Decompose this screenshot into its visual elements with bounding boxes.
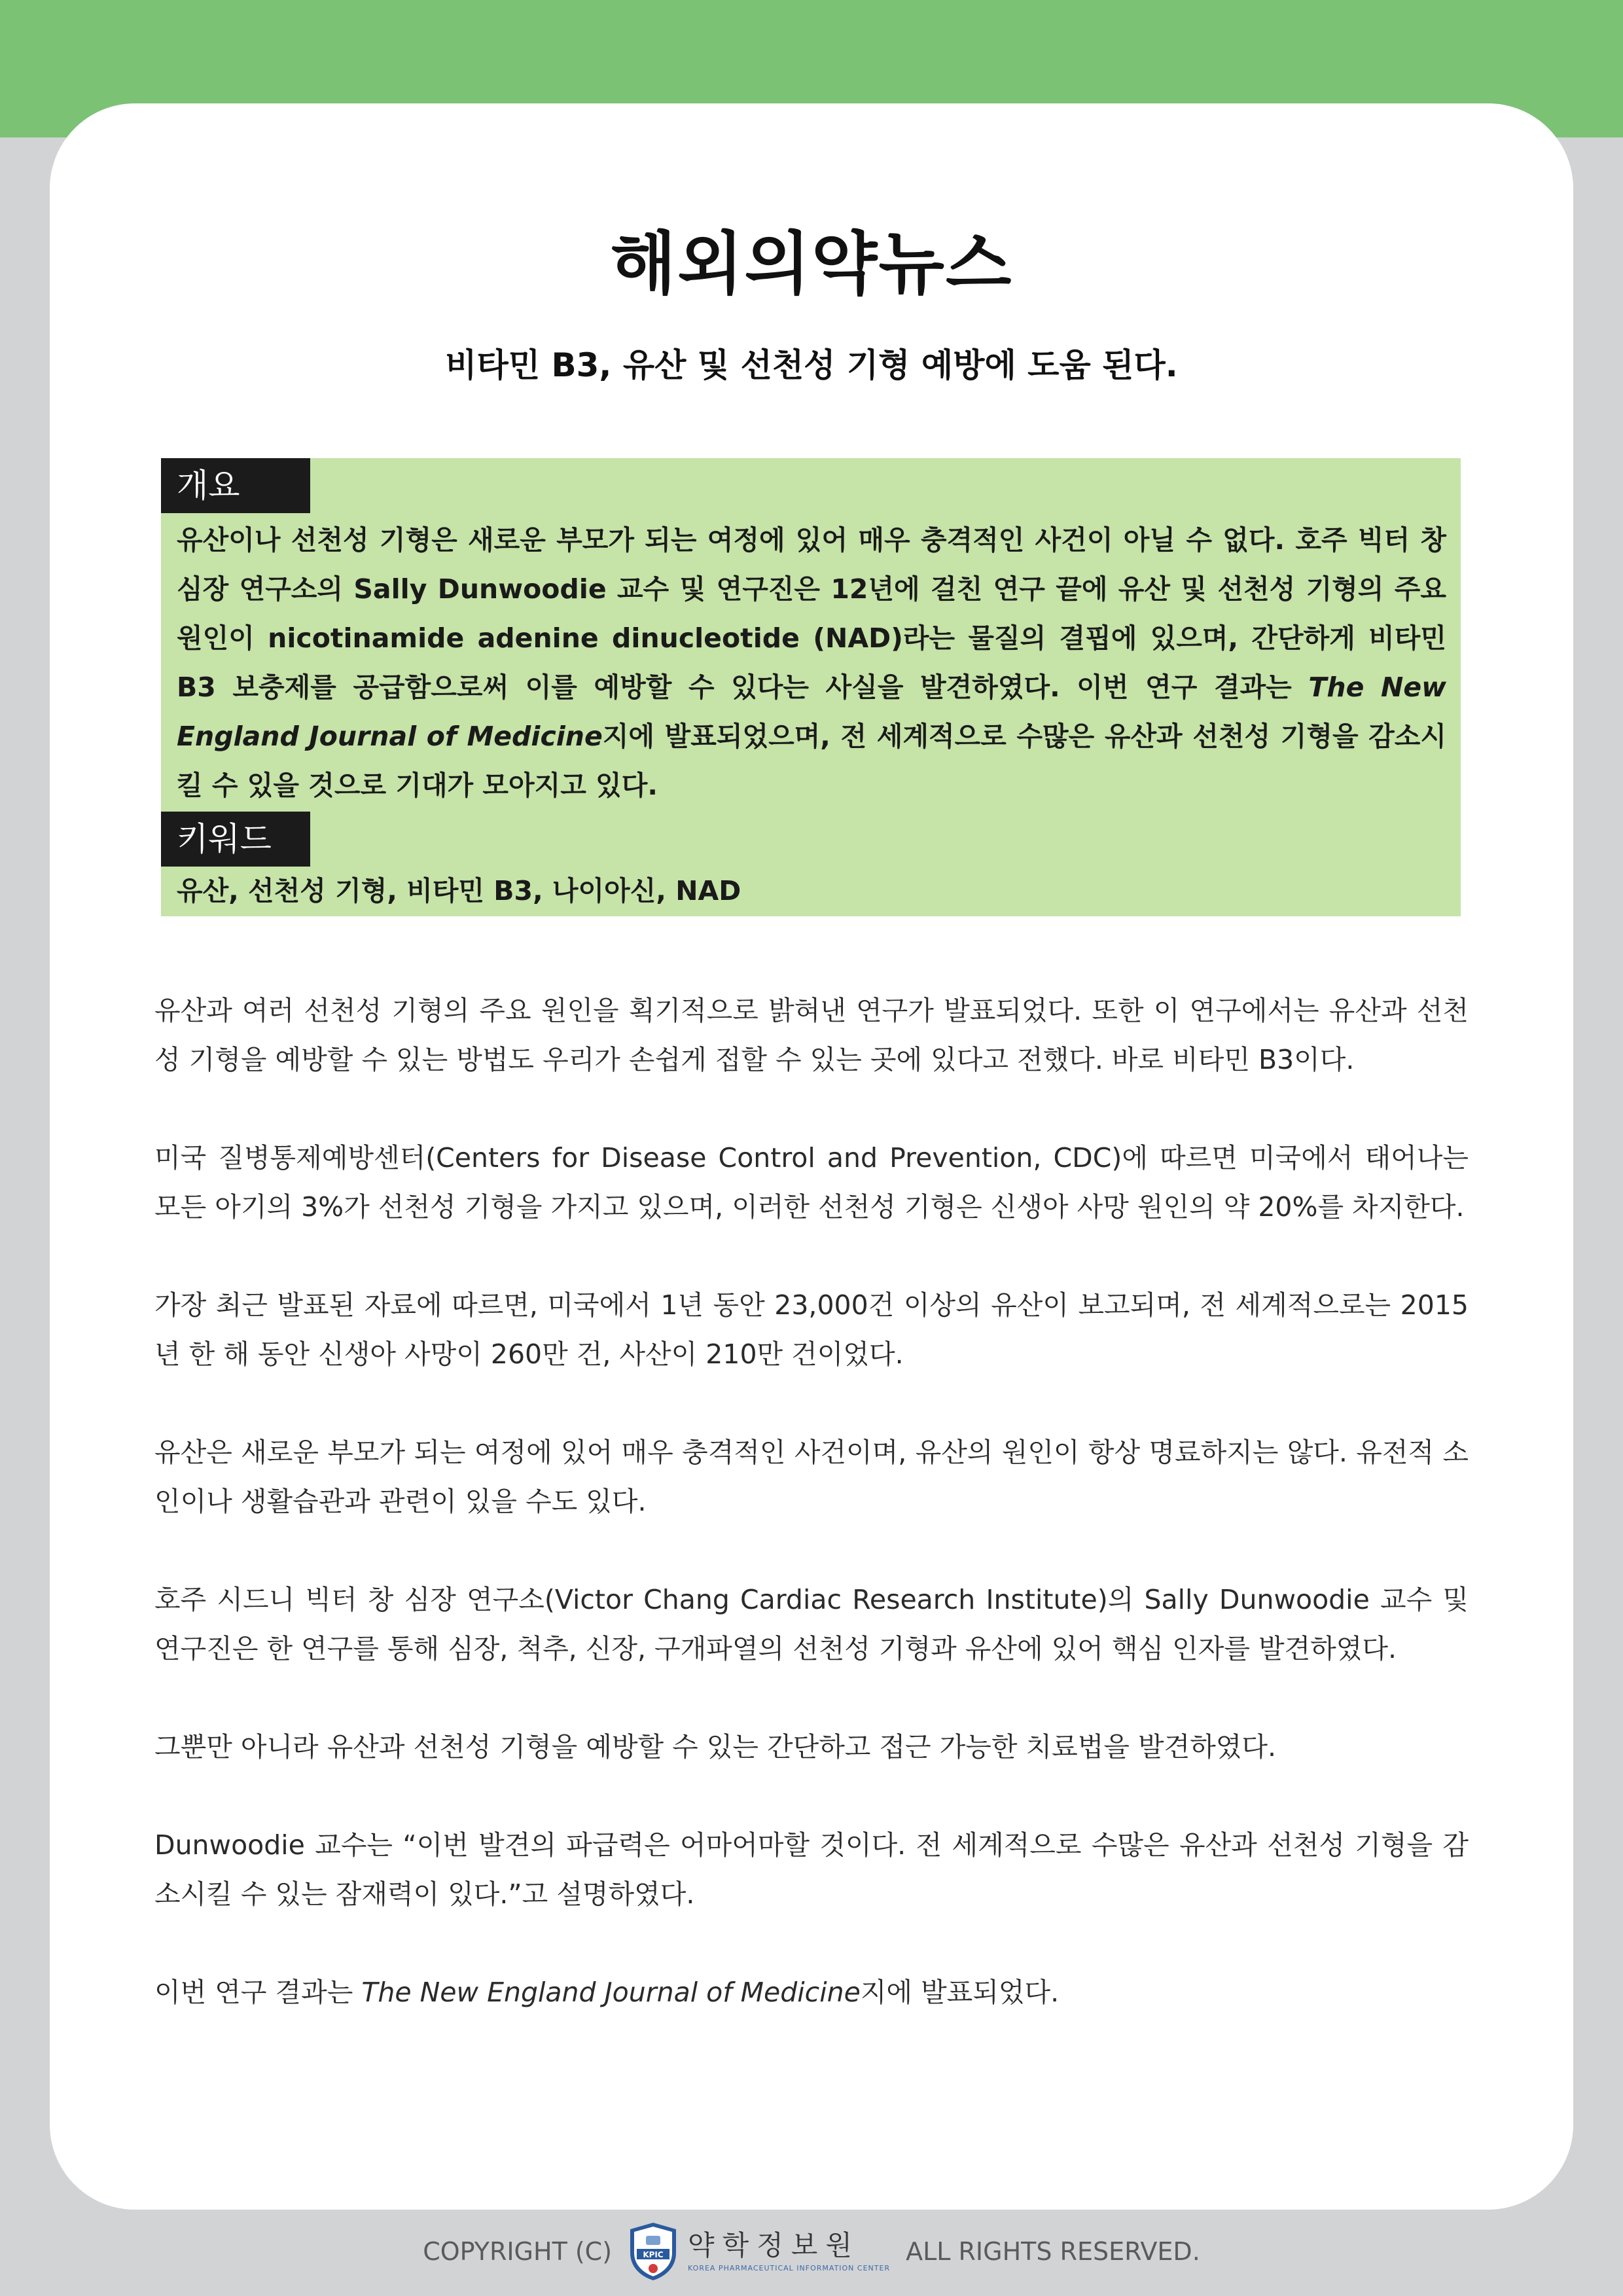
kpic-logo-text: KPIC: [643, 2250, 664, 2259]
body-paragraph-8-after: 지에 발표되었다.: [860, 1977, 1060, 2008]
body-paragraph-5: 호주 시드니 빅터 창 심장 연구소(Victor Chang Cardiac Research Institute)의 Sally Dunwoodie 교수 및 연구진은 한 연구를 통해 심장, 척추, 신장, 구개파열의 선천성 기형과 유산에 있어 핵심 인자를 발견하였다.: [154, 1584, 1469, 1664]
org-name-english: KOREA PHARMACEUTICAL INFORMATION CENTER: [688, 2263, 891, 2272]
page-title: 해외의약뉴스: [610, 224, 1013, 304]
overview-journal: The New England Journal of Medicine: [177, 672, 1447, 752]
body-paragraph-2: 미국 질병통제예방센터(Centers for Disease Control and Prevention, CDC)에 따르면 미국에서 태어나는 모든 아기의 3%가 선천성 기형을 가지고 있으며, 이러한 선천성 기형은 신생아 사망 원인의 약 20%를 차지한다.: [154, 1142, 1469, 1223]
overview-label: 개요: [161, 458, 310, 513]
body-paragraph-4: 유산은 새로운 부모가 되는 여정에 있어 매우 충격적인 사건이며, 유산의 원인이 항상 명료하지는 않다. 유전적 소인이나 생활습관과 관련이 있을 수도 있다.: [154, 1437, 1469, 1517]
body-paragraph-8: [154, 1968, 1469, 2017]
body-paragraph-3: 가장 최근 발표된 자료에 따르면, 미국에서 1년 동안 23,000건 이상의 유산이 보고되며, 전 세계적으로는 2015년 한 해 동안 신생아 사망이 260만 건, 사산이 210만 건이었다.: [154, 1289, 1469, 1370]
org-name-korean: 약학정보원: [688, 2229, 860, 2261]
summary-box: [161, 458, 1461, 916]
kpic-shield-icon: [628, 2221, 679, 2282]
body-paragraph-6: 그뿐만 아니라 유산과 선천성 기형을 예방할 수 있는 간단하고 접근 가능한 치료법을 발견하였다.: [154, 1731, 1277, 1763]
kpic-logo: [628, 2221, 890, 2282]
article-subtitle: 비타민 B3, 유산 및 선천성 기형 예방에 도움 된다.: [445, 346, 1178, 384]
keywords-text: 유산, 선천성 기형, 비타민 B3, 나이아신, NAD: [177, 875, 741, 906]
body-paragraph-8-before: 이번 연구 결과는: [154, 1977, 362, 2008]
overview-text-after: 지에 발표되었으며, 전 세계적으로 수많은 유산과 선천성 기형을 감소시킬 수 있을 것으로 기대가 모아지고 있다.: [177, 721, 1447, 801]
copyright-text: COPYRIGHT (C): [423, 2237, 613, 2266]
body-paragraph-7: Dunwoodie 교수는 “이번 발견의 파급력은 어마어마할 것이다. 전 세계적으로 수많은 유산과 선천성 기형을 감소시킬 수 있는 잠재력이 있다.”고 설명하였다.: [154, 1829, 1469, 1910]
overview-text-before: 유산이나 선천성 기형은 새로운 부모가 되는 여정에 있어 매우 충격적인 사건이 아닐 수 없다. 호주 빅터 창 심장 연구소의 Sally Dunwoodie 교수 및 연구진은 12년에 걸친 연구 끝에 유산 및 선천성 기형의 주요 원인이 nicotinamide adenine dinucleotide (NAD)라는 물질의 결핍에 있으며, 간단하게 비타민 B3 보충제를 공급함으로써 이를 예방할 수 있다는 사실을 발견하였다. 이번 연구 결과는: [177, 524, 1446, 703]
body-paragraph-1: 유산과 여러 선천성 기형의 주요 원인을 획기적으로 밝혀낸 연구가 발표되었다. 또한 이 연구에서는 유산과 선천성 기형을 예방할 수 있는 방법도 우리가 손쉽게 접할 수 있는 곳에 있다고 전했다. 바로 비타민 B3이다.: [154, 995, 1469, 1075]
org-name-block: [688, 2229, 891, 2272]
article-body: [154, 986, 1469, 2066]
body-paragraph-8-journal: The New England Journal of Medicine: [361, 1977, 861, 2008]
keyword-label: 키워드: [161, 812, 310, 867]
rights-text: ALL RIGHTS RESERVED.: [906, 2237, 1200, 2266]
footer: [0, 2219, 1623, 2284]
overview-text: [177, 516, 1446, 810]
